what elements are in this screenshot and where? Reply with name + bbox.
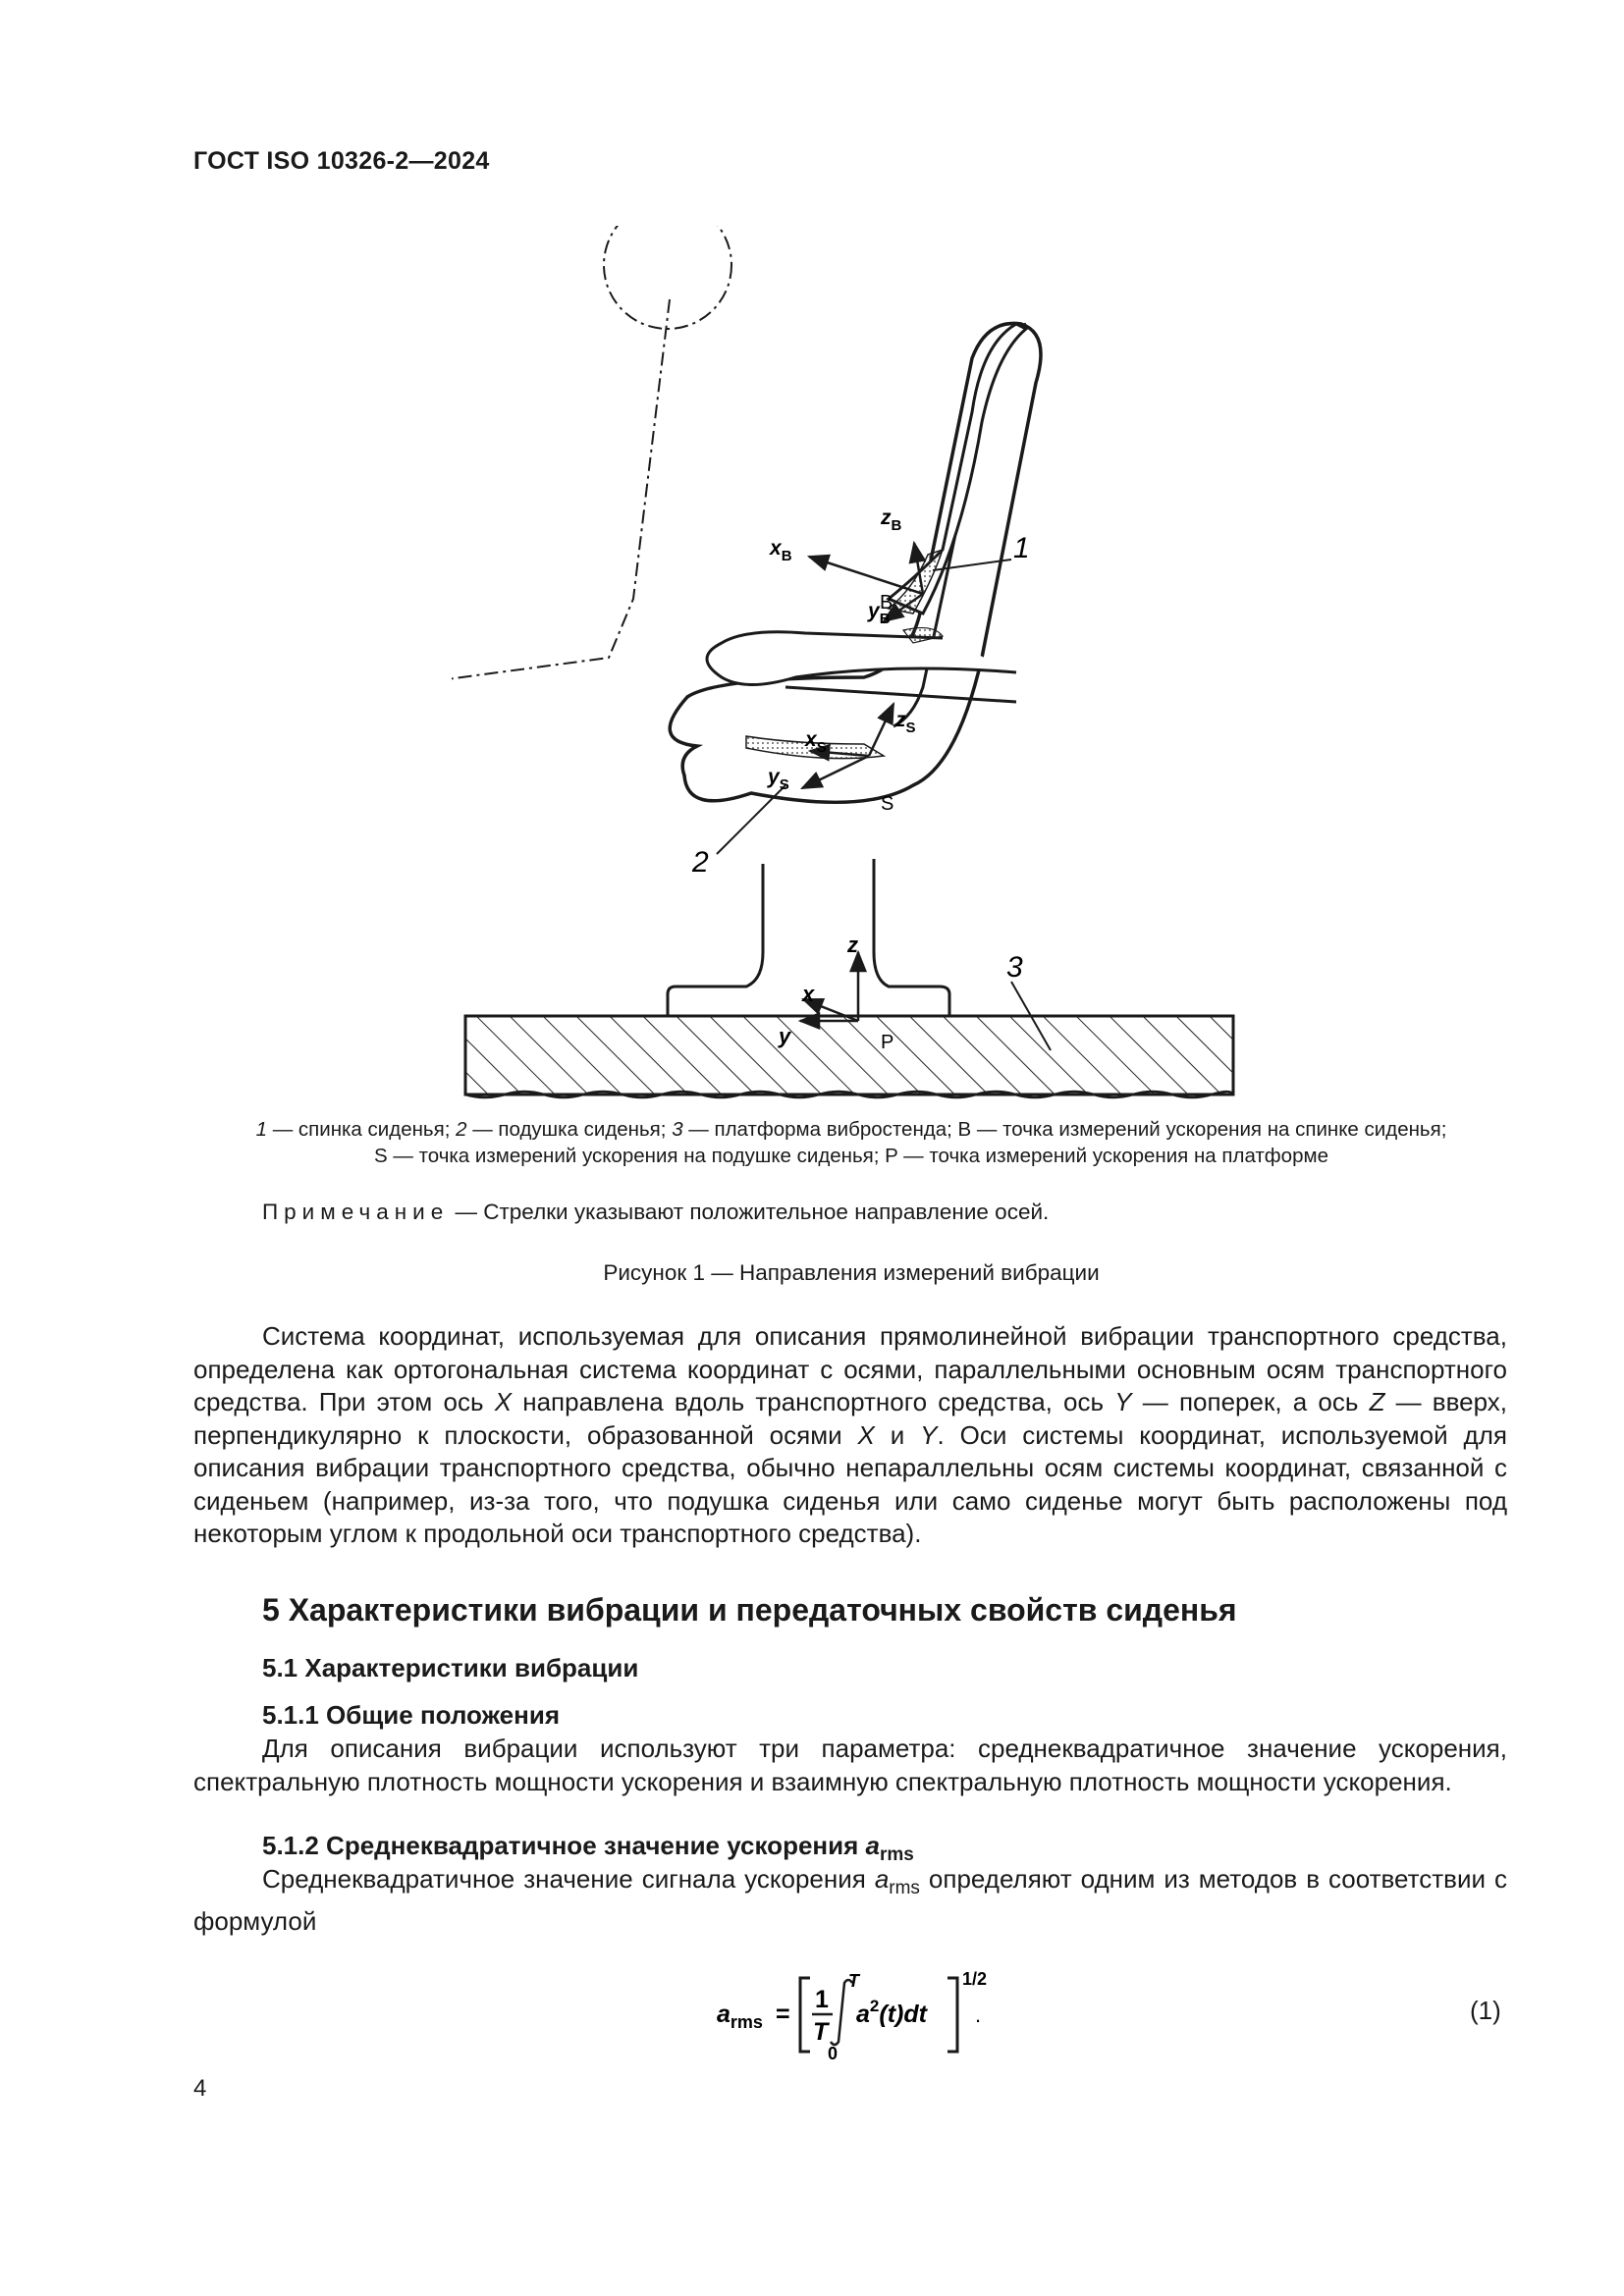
formula-T-denominator: T [813, 2018, 829, 2046]
document-header: ГОСТ ISO 10326-2—2024 [193, 147, 490, 175]
platform-block [465, 1016, 1233, 1097]
label-1: 1 [1013, 532, 1030, 564]
formula-exponent: 1/2 [962, 1969, 988, 1989]
label-x: x [802, 982, 815, 1006]
formula-lower-limit: 0 [828, 2044, 839, 2061]
paragraph-5-1-2: Среднеквадратичное значение сигнала ускорения $a_{rms}$ определяют одним из методов в соответствии с формулой [193, 1864, 1507, 1936]
legend-line-2: S — точка измерений ускорения на подушке сиденья; P — точка измерений ускорения на платформе [374, 1145, 1328, 1167]
section-5-1-2-heading: 5.1.2 Среднеквадратичное значение ускорения $a_{rms}$ [262, 1831, 914, 1866]
formula-equals: = [776, 2001, 790, 2028]
legend-line-1: 1 — спинка сиденья; 2 — подушка сиденья; 3 — платформа вибростенда; В — точка измерений ускорения на спинке сиденья; [255, 1118, 1447, 1141]
formula-right-bracket [947, 1978, 957, 2052]
label-3: 3 [1006, 951, 1023, 984]
section-5-heading: 5 Характеристики вибрации и передаточных свойств сиденья [262, 1592, 1237, 1628]
label-2: 2 [692, 846, 709, 879]
figure-caption: Рисунок 1 — Направления измерений вибрации [603, 1260, 1100, 1285]
section-5-1-heading: 5.1 Характеристики вибрации [262, 1653, 639, 1682]
label-yS: $y_S$ [768, 766, 789, 793]
figure-note [262, 1200, 1049, 1225]
formula-integrand: $a^2(t)dt$ [856, 1997, 927, 2028]
page-number: 4 [193, 2075, 207, 2102]
label-xS: $x_S$ [805, 728, 827, 756]
label-xB: $x_B$ [770, 537, 792, 564]
label-P-point: P [881, 1032, 894, 1053]
formula-left-bracket [800, 1978, 810, 2052]
formula-number: (1) [1470, 1996, 1501, 2025]
head-outline [604, 226, 731, 329]
body-outline [452, 299, 670, 1016]
paragraph-coordinate-system: Система координат, используемая для описания прямолинейной вибрации транспортного средства, определена как ортогональная система координат с осями, параллельными основным осям транспортного средства. При этом ось X направлена вдоль транспортного средства, ось Y — поперек, а ось Z — вверх, перпендикулярно к плоскости, образованной осями X и Y. Оси системы координат, используемой для описания вибрации транспортного средства, обычно непараллельны осям системы координат, связанной с сиденьем (например, из-за того, что подушка сиденья или само сиденье могут быть расположены под некоторым углом к продольной оси транспортного средства). [193, 1321, 1507, 1548]
formula-one: 1 [815, 1986, 829, 2013]
label-zS: $z_S$ [895, 709, 916, 736]
note-label: Примечание [262, 1200, 450, 1224]
figure-legend [193, 1116, 1509, 1169]
label-zB: $z_B$ [881, 507, 902, 534]
section-5-1-1-heading: 5.1.1 Общие положения [262, 1700, 560, 1730]
label-S-point: S [881, 793, 894, 815]
formula-lhs: $a_{rms}$ [717, 2001, 763, 2032]
formula-1 [707, 1963, 1021, 2061]
formula-upper-limit: T [848, 1971, 859, 1991]
label-yB: $y_B$ [868, 600, 891, 627]
label-B-point: B [880, 592, 893, 614]
paragraph-5-1-1: Для описания вибрации используют три параметра: среднеквадратичное значение ускорения, спектральную плотность мощности ускорения и взаимную спектральную плотность мощности ускорения. [193, 1734, 1507, 1796]
label-z: z [847, 933, 858, 957]
label-y: y [779, 1024, 791, 1048]
seat-figure [452, 226, 1257, 1129]
formula-period: . [975, 2002, 982, 2027]
note-text: — Стрелки указывают положительное направление осей. [449, 1200, 1050, 1224]
